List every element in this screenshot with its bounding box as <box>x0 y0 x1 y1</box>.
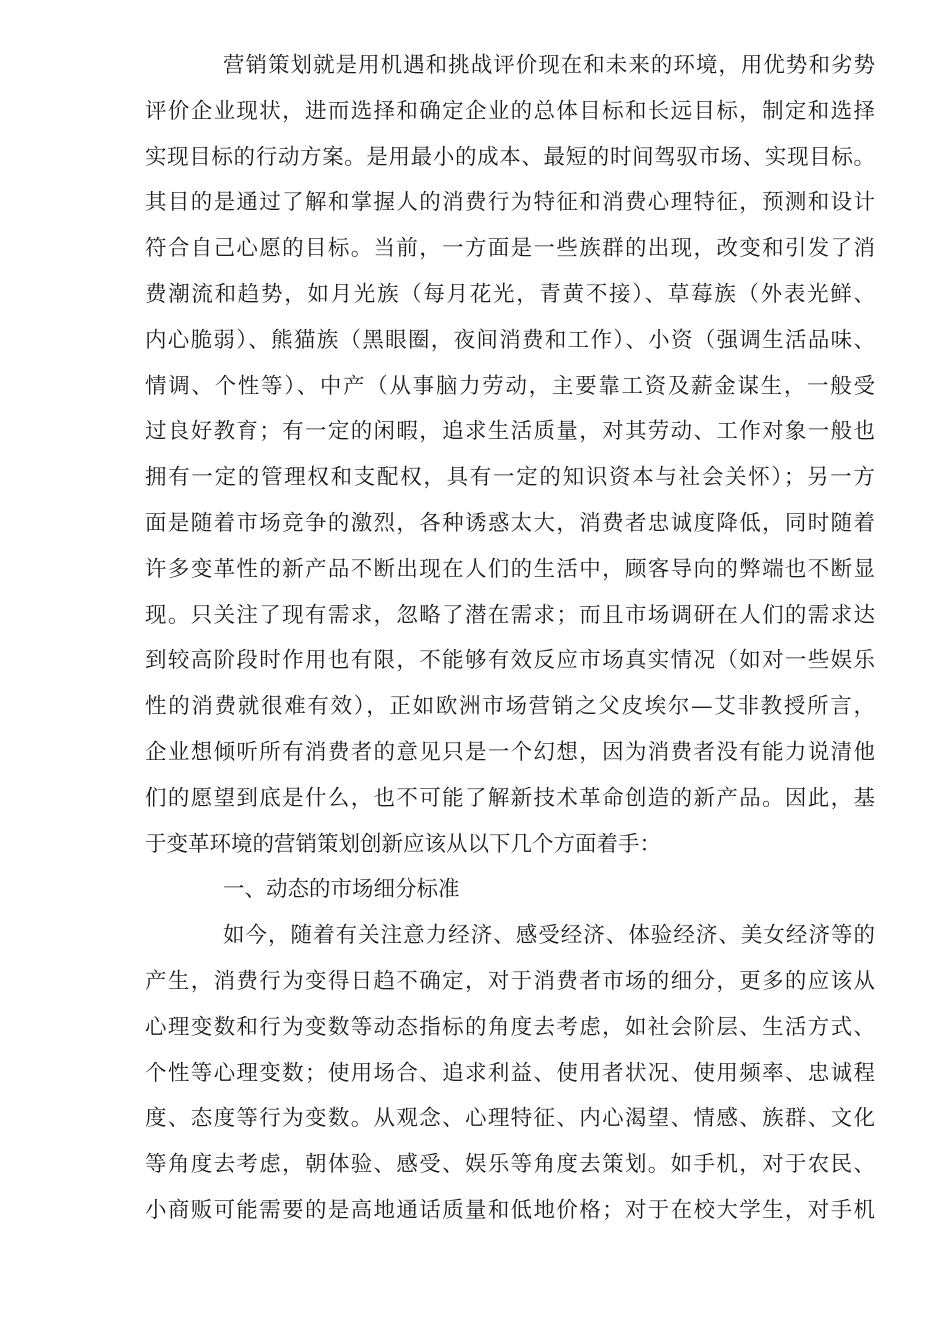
paragraph-line: 个性等心理变数；使用场合、追求利益、使用者状况、使用频率、忠诚程 <box>145 1060 875 1086</box>
paragraph-line: 评价企业现状，进而选择和确定企业的总体目标和长远目标，制定和选择 <box>145 98 875 124</box>
paragraph-line: 费潮流和趋势，如月光族（每月花光，青黄不接）、草莓族（外表光鲜、 <box>145 281 875 307</box>
paragraph-line: 现。只关注了现有需求，忽略了潜在需求；而且市场调研在人们的需求达 <box>145 602 875 628</box>
paragraph-line: 其目的是通过了解和掌握人的消费行为特征和消费心理特征，预测和设计 <box>145 190 875 216</box>
paragraph-line: 度、态度等行为变数。从观念、心理特征、内心渴望、情感、族群、文化 <box>145 1106 875 1132</box>
paragraph-line: 企业想倾听所有消费者的意见只是一个幻想，因为消费者没有能力说清他 <box>145 739 875 765</box>
paragraph-line: 们的愿望到底是什么，也不可能了解新技术革命创造的新产品。因此，基 <box>145 785 875 811</box>
paragraph-line: 面是随着市场竞争的激烈，各种诱惑太大，消费者忠诚度降低，同时随着 <box>145 510 875 536</box>
paragraph-line: 过良好教育；有一定的闲暇，追求生活质量，对其劳动、工作对象一般也 <box>145 419 875 445</box>
paragraph-line: 性的消费就很难有效），正如欧洲市场营销之父皮埃尔—艾非教授所言， <box>145 694 875 720</box>
paragraph-line: 情调、个性等）、中产（从事脑力劳动，主要靠工资及薪金谋生，一般受 <box>145 373 875 399</box>
paragraph-line: 内心脆弱）、熊猫族（黑眼圈，夜间消费和工作）、小资（强调生活品味、 <box>145 327 875 353</box>
paragraph-line: 产生，消费行为变得日趋不确定，对于消费者市场的细分，更多的应该从 <box>145 968 875 994</box>
paragraph-line: 拥有一定的管理权和支配权，具有一定的知识资本与社会关怀）；另一方 <box>145 465 875 491</box>
paragraph-line: 实现目标的行动方案。是用最小的成本、最短的时间驾驭市场、实现目标。 <box>145 144 875 170</box>
paragraph-line: 许多变革性的新产品不断出现在人们的生活中，顾客导向的弊端也不断显 <box>145 556 875 582</box>
paragraph-line: 到较高阶段时作用也有限，不能够有效反应市场真实情况（如对一些娱乐 <box>145 648 875 674</box>
paragraph-line: 等角度去考虑，朝体验、感受、娱乐等角度去策划。如手机，对于农民、 <box>145 1152 875 1178</box>
paragraph-line: 于变革环境的营销策划创新应该从以下几个方面着手： <box>145 831 662 857</box>
paragraph-line: 心理变数和行为变数等动态指标的角度去考虑，如社会阶层、生活方式、 <box>145 1014 875 1040</box>
paragraph-2 <box>145 913 875 1234</box>
paragraph-1 <box>145 43 875 867</box>
document-body <box>145 43 875 1234</box>
paragraph-line: 符合自己心愿的目标。当前，一方面是一些族群的出现，改变和引发了消 <box>145 236 875 262</box>
paragraph-line: 小商贩可能需要的是高地通话质量和低地价格；对于在校大学生，对手机 <box>145 1197 875 1223</box>
paragraph-line: 如今，随着有关注意力经济、感受经济、体验经济、美女经济等的 <box>223 923 875 949</box>
paragraph-line: 营销策划就是用机遇和挑战评价现在和未来的环境，用优势和劣势 <box>223 53 875 78</box>
section-heading: 一、动态的市场细分标准 <box>223 877 460 903</box>
